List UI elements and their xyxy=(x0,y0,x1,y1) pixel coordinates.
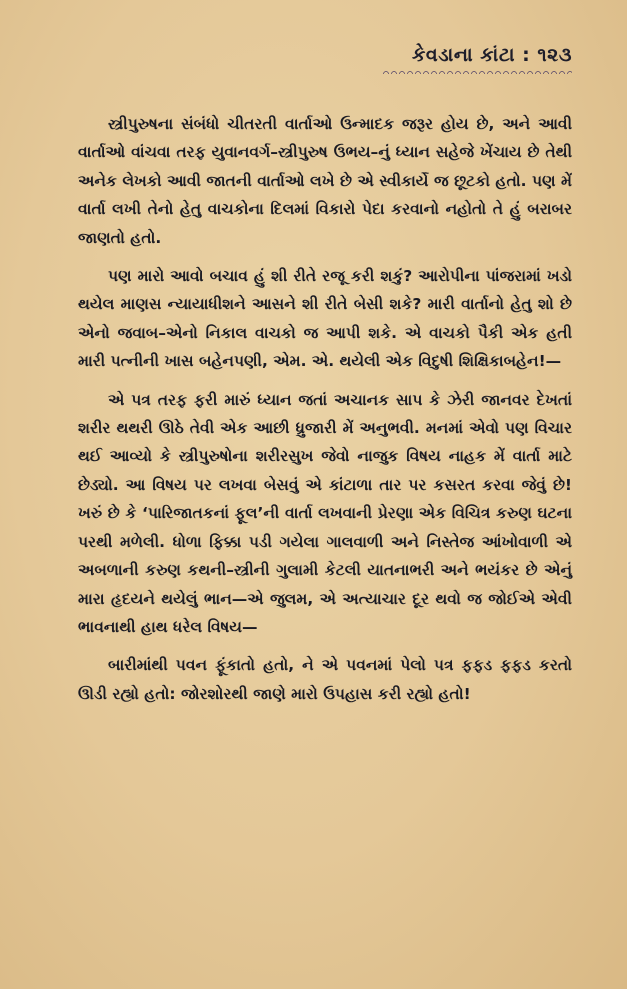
paragraph-3: એ પત્ર તરફ ફરી મારું ધ્યાન જતાં અચાનક સાપ કે ઝેરી જાનવર દેખતાં શરીર થથરી ઊઠે તેવી એક આછી ધ્રુજારી મેં અનુભવી. મનમાં એવો પણ વિચાર થઈ આવ્યો કે સ્ત્રીપુરુષોના શરીરસુખ જેવો નાજુક વિષય નાહક મેં વાર્તા માટે છેડ્યો. આ વિષય પર લખવા બેસવું એ કાંટાળા તાર પર કસરત કરવા જેવું છે! ખરું છે કે ‘પારિજાતકનાં ફૂલ’ની વાર્તા લખવાની પ્રેરણા એક વિચિત્ર કરુણ ઘટના પરથી મળેલી. ધોળા ફિક્કા પડી ગયેલા ગાલવાળી અને નિસ્તેજ આંખોવાળી એ અબળાની કરુણ કથની–સ્ત્રીની ગુલામી કેટલી યાતનાભરી અને ભયંકર છે એનું મારા હૃદયને થયેલું ભાન—એ જુલમ, એ અત્યાચાર દૂર થવો જ જોઈએ એવી ભાવનાથી હાથ ધરેલ વિષય— xyxy=(78,390,572,636)
paragraph-1: સ્ત્રીપુરુષના સંબંધો ચીતરતી વાર્તાઓ ઉન્માદક જરૂર હોય છે, અને આવી વાર્તાઓ વાંચવા તરફ યુવાનવર્ગ–સ્ત્રીપુરુષ ઉભય–નું ધ્યાન સહેજે ખેંચાય છે તેથી અનેક લેખકો આવી જાતની વાર્તાઓ લખે છે એ સ્વીકાર્યે જ છૂટકો હતો. પણ મેં વાર્તા લખી તેનો હેતુ વાચકોના દિલમાં વિકારો પેદા કરવાનો નહોતો તે હું બરાબર જાણતો હતો. xyxy=(78,115,572,247)
decorative-wavy-rule xyxy=(382,68,572,74)
paragraph-4: બારીમાંથી પવન ફૂંકાતો હતો, ને એ પવનમાં પેલો પત્ર ફફડ ફફડ કરતો ઊડી રહ્યો હતો: જોરશોરથી જાણે મારો ઉપહાસ કરી રહ્યો હતો! xyxy=(78,656,572,703)
running-header xyxy=(382,44,572,74)
paragraph-2: પણ મારો આવો બચાવ હું શી રીતે રજૂ કરી શકું? આરોપીના પાંજરામાં ખડો થયેલ માણસ ન્યાયાધીશને આસને શી રીતે બેસી શકે? મારી વાર્તાનો હેતુ શો છે એનો જવાબ–એનો નિકાલ વાચકો જ આપી શકે. એ વાચકો પૈકી એક હતી મારી પત્નીની ખાસ બહેનપણી, એમ. એ. થયેલી એક વિદુષી શિક્ષિકાબહેન!— xyxy=(78,267,572,371)
running-title: કેવડાના કાંટા : ૧૨૩ xyxy=(412,44,572,66)
body-text xyxy=(78,110,572,708)
